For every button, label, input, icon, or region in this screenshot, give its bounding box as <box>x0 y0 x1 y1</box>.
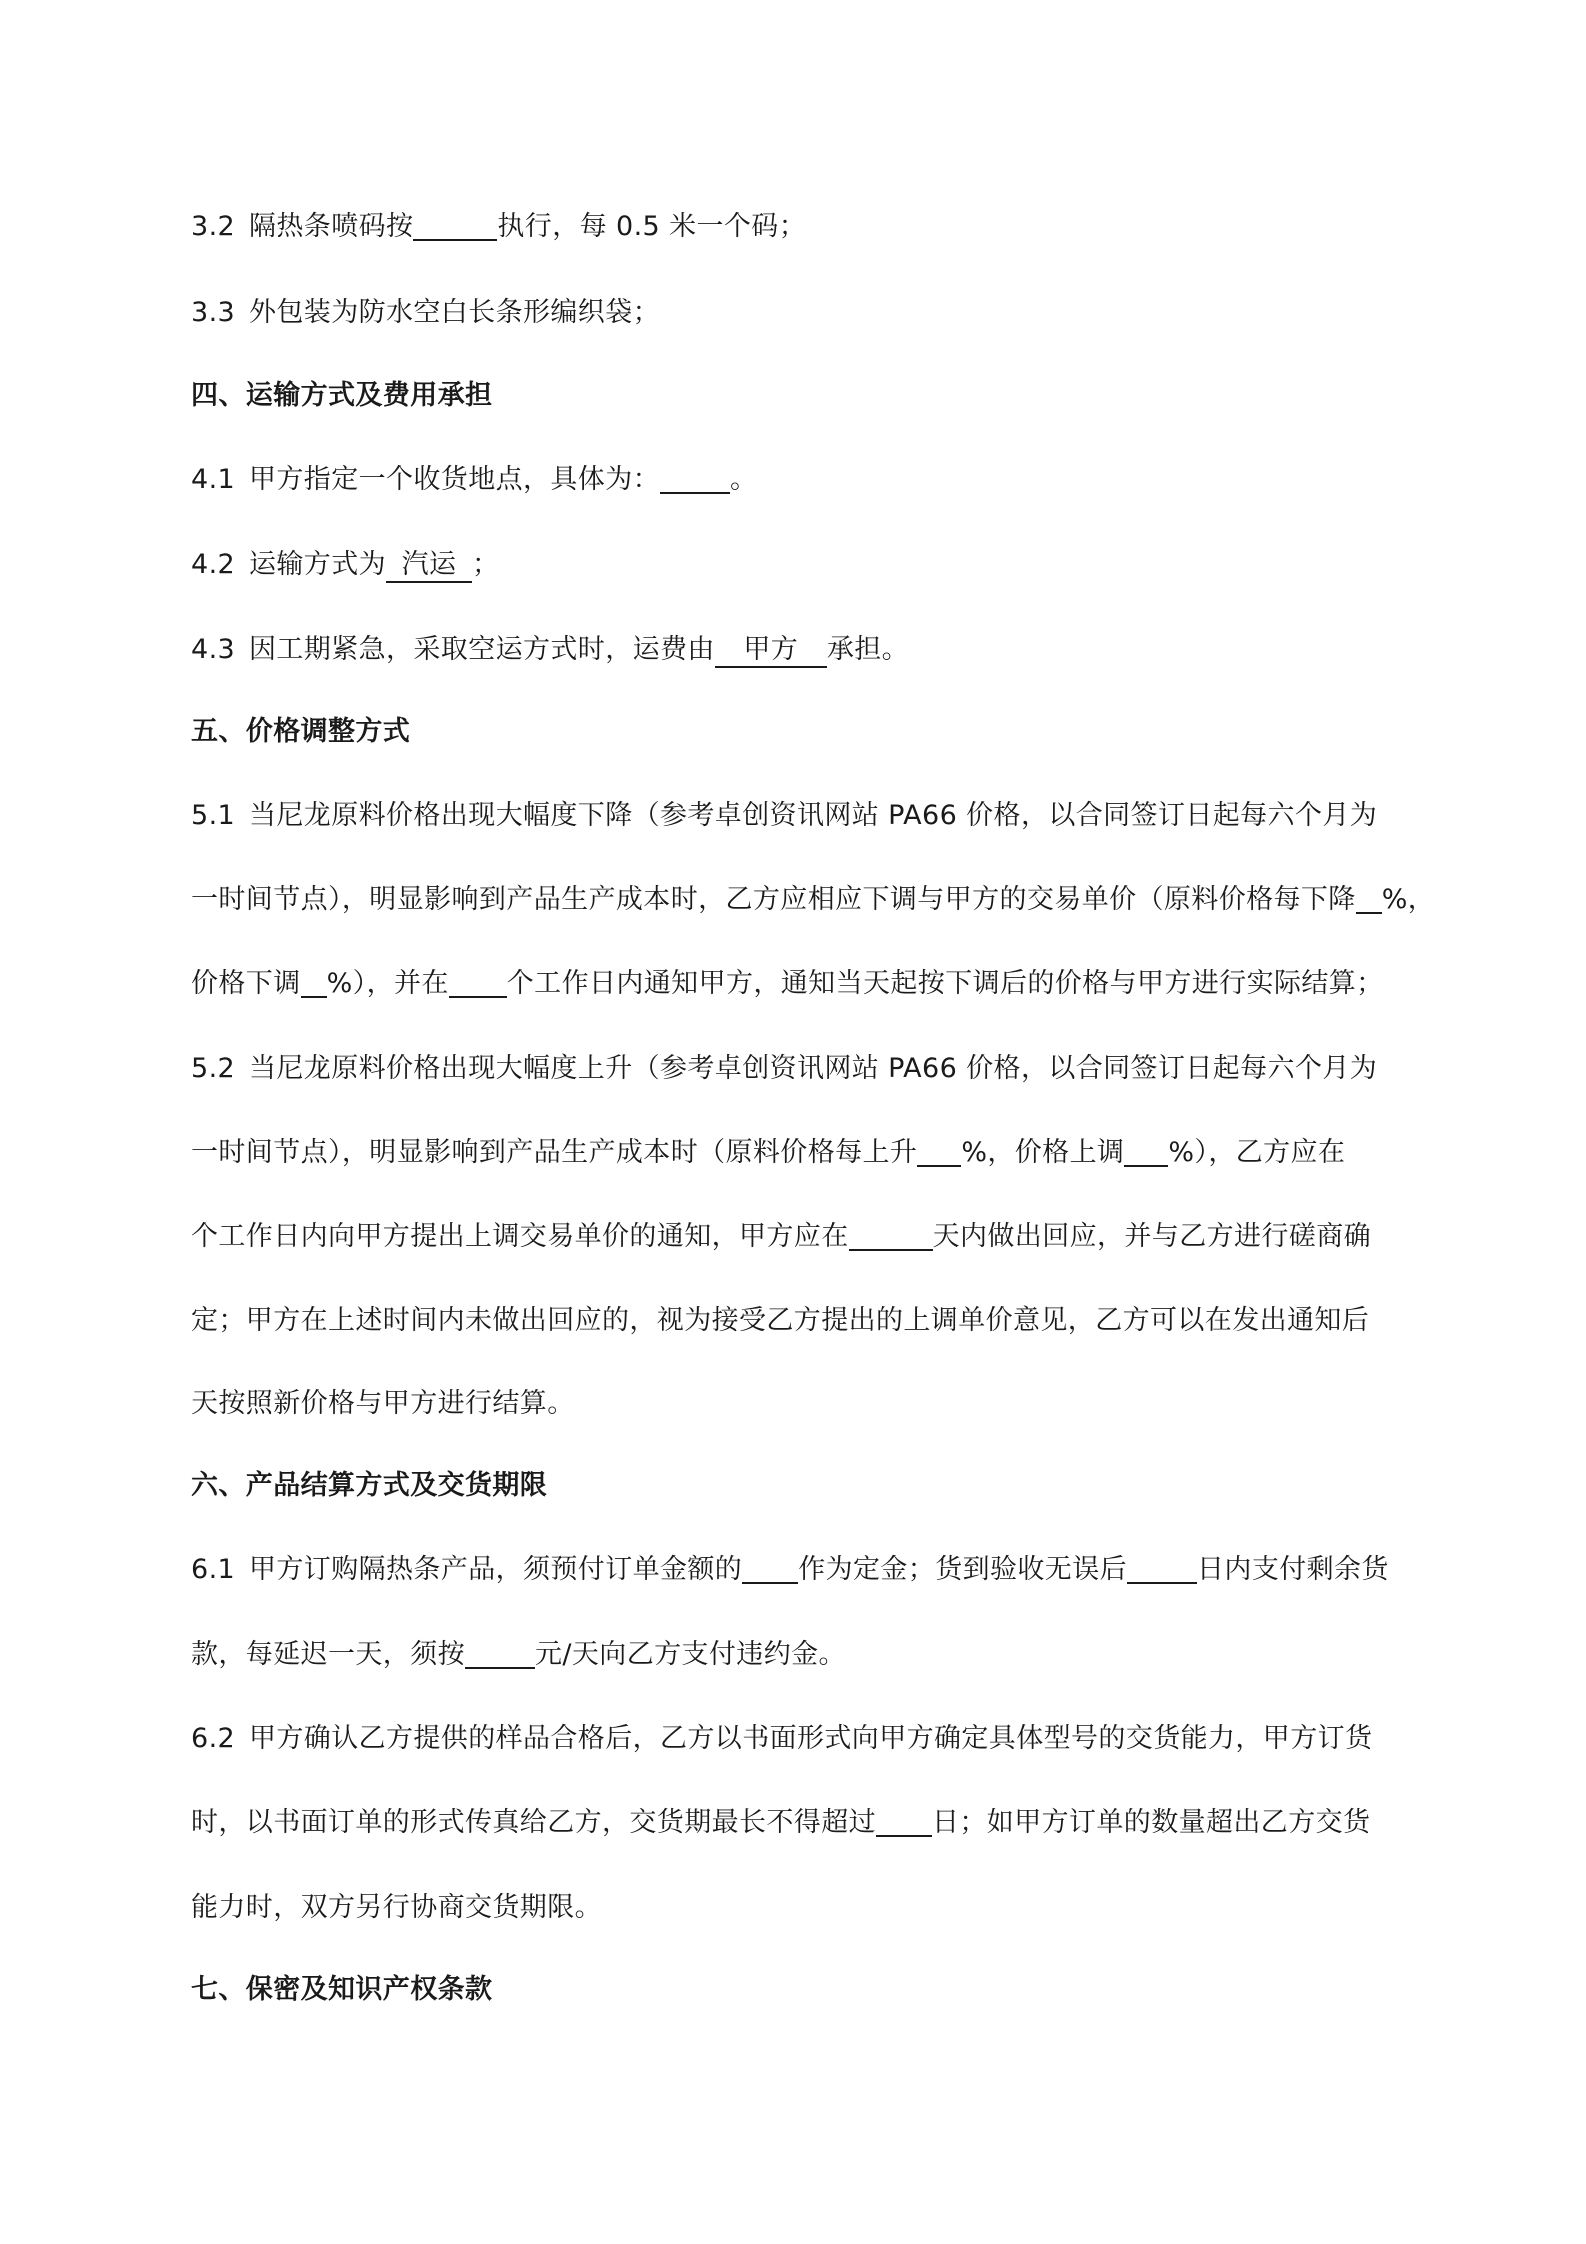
clause-number: 5.1 <box>191 800 236 831</box>
blank-field <box>849 1219 933 1251</box>
clause-5-2-line-4: 定；甲方在上述时间内未做出回应的，视为接受乙方提出的上调单价意见，乙方可以在发出通知后 <box>191 1305 1370 1336</box>
clause-number: 3.2 <box>191 211 236 242</box>
blank-field <box>301 966 327 998</box>
blank-field <box>917 1135 961 1167</box>
clause-5-2-line-1: 5.2 当尼龙原料价格出现大幅度上升（参考卓创资讯网站 PA66 价格，以合同签订日起每六个月为 <box>191 1051 1421 1087</box>
clause-5-1-line-2: 一时间节点），明显影响到产品生产成本时，乙方应相应下调与甲方的交易单价（原料价格每下降 %， <box>191 884 1436 915</box>
clause-6-1-line-1: 6.1 甲方订购隔热条产品，须预付订单金额的 作为定金；货到验收无误后 日内支付剩余货 <box>191 1552 1421 1588</box>
blank-field <box>1124 1135 1168 1167</box>
clause-number: 6.1 <box>191 1554 236 1585</box>
section-heading-5: 五、价格调整方式 <box>191 716 411 747</box>
blank-field <box>876 1805 932 1837</box>
clause-5-2-line-2: 一时间节点），明显影响到产品生产成本时（原料价格每上升 %，价格上调 %），乙方应在 <box>191 1137 1346 1168</box>
clause-5-2-line-3: 个工作日内向甲方提出上调交易单价的通知，甲方应在 天内做出回应，并与乙方进行磋商确 <box>191 1221 1372 1252</box>
clause-number: 3.3 <box>191 297 236 328</box>
blank-field <box>1356 882 1382 914</box>
clause-number: 4.1 <box>191 464 236 495</box>
blank-field <box>1127 1552 1197 1584</box>
blank-field <box>660 462 730 494</box>
blank-field <box>449 966 507 998</box>
blank-field <box>413 209 497 241</box>
section-heading-6: 六、产品结算方式及交货期限 <box>191 1470 548 1501</box>
clause-number: 4.3 <box>191 634 236 665</box>
clause-3-2: 3.2 隔热条喷码按 执行，每 0.5 米一个码； <box>191 209 1421 245</box>
clause-3-3: 3.3 外包装为防水空白长条形编织袋； <box>191 295 1421 331</box>
filled-field: 汽运 <box>386 549 472 583</box>
clause-number: 4.2 <box>191 549 236 580</box>
clause-6-2-line-3: 能力时，双方另行协商交货期限。 <box>191 1892 602 1923</box>
clause-5-1-line-1: 5.1 当尼龙原料价格出现大幅度下降（参考卓创资讯网站 PA66 价格，以合同签订日起每六个月为 <box>191 798 1421 834</box>
clause-6-2-line-1: 6.2 甲方确认乙方提供的样品合格后，乙方以书面形式向甲方确定具体型号的交货能力，甲方订货 <box>191 1721 1421 1757</box>
clause-5-2-line-5: 天按照新价格与甲方进行结算。 <box>191 1388 575 1419</box>
clause-6-2-line-2: 时，以书面订单的形式传真给乙方，交货期最长不得超过 日；如甲方订单的数量超出乙方交货 <box>191 1807 1371 1838</box>
clause-5-1-line-3: 价格下调 %），并在 个工作日内通知甲方，通知当天起按下调后的价格与甲方进行实际结算； <box>191 968 1384 999</box>
clause-4-3: 4.3 因工期紧急，采取空运方式时，运费由 甲方 承担。 <box>191 632 1421 668</box>
section-heading-7: 七、保密及知识产权条款 <box>191 1974 493 2005</box>
clause-4-1: 4.1 甲方指定一个收货地点，具体为： 。 <box>191 462 1421 498</box>
filled-field: 甲方 <box>715 634 827 668</box>
blank-field <box>742 1552 798 1584</box>
clause-number: 6.2 <box>191 1723 236 1754</box>
clause-4-2: 4.2 运输方式为 汽运 ； <box>191 547 1421 583</box>
clause-6-1-line-2: 款，每延迟一天，须按 元/天向乙方支付违约金。 <box>191 1639 846 1670</box>
section-heading-4: 四、运输方式及费用承担 <box>191 380 493 411</box>
blank-field <box>465 1637 535 1669</box>
clause-number: 5.2 <box>191 1053 236 1084</box>
